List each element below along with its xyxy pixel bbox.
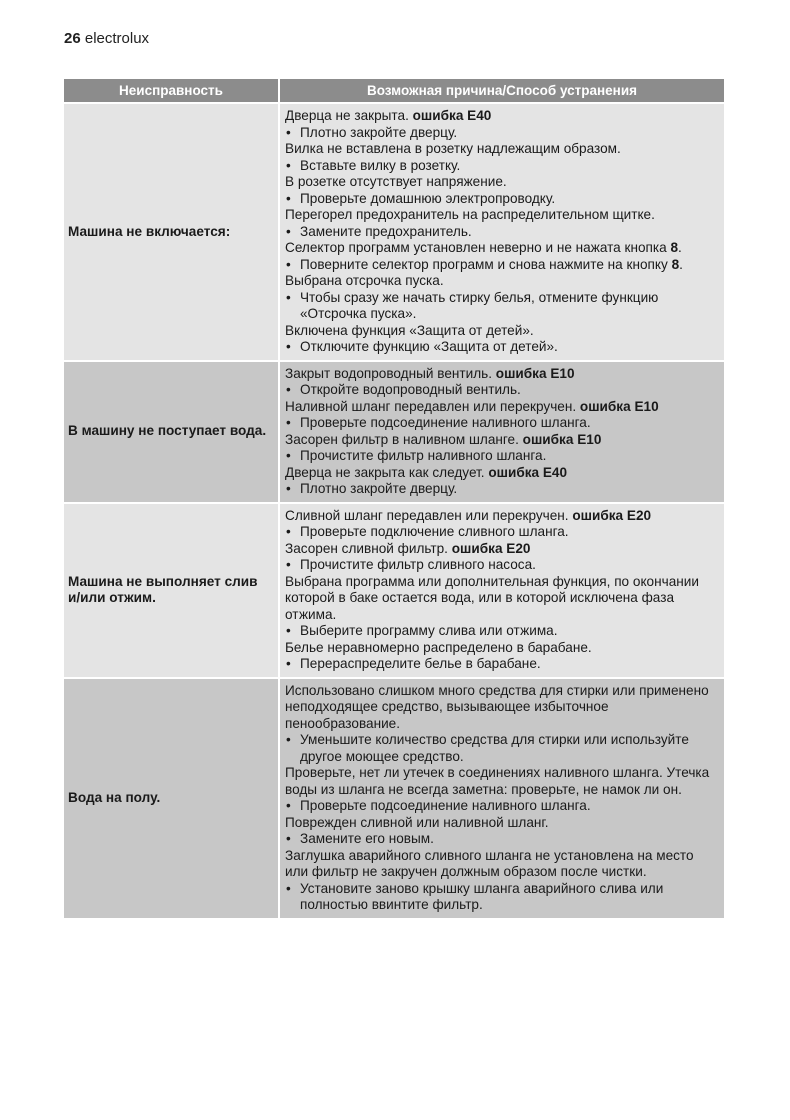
- line-text: Включена функция «Защита от детей».: [285, 322, 534, 338]
- remedy-item: [285, 158, 718, 175]
- line-text: Проверьте подключение сливного шланга.: [300, 524, 569, 539]
- remedy-item: [285, 798, 718, 815]
- cause-item: [285, 848, 718, 881]
- error-code: ошибка E20: [572, 507, 652, 523]
- line-text: Дверца не закрыта.: [285, 108, 413, 123]
- table-row: [64, 503, 724, 678]
- line-text: Прочистите фильтр наливного шланга.: [300, 448, 547, 463]
- line-text-end: .: [678, 240, 682, 255]
- cause-item: [285, 207, 718, 224]
- cause-item: [285, 465, 718, 482]
- error-code: ошибка E40: [412, 108, 492, 123]
- line-text: Проверьте, нет ли утечек в соединениях наливного шланга. Утечка воды из шланга не всегда заметна: проверьте, не намок ли он.: [285, 765, 710, 797]
- line-text: Сливной шланг передавлен или перекручен.: [285, 507, 573, 523]
- error-code: ошибка E10: [579, 398, 659, 414]
- cause-item: [285, 541, 718, 558]
- cause-item: [285, 640, 718, 657]
- cause-item: [285, 108, 718, 125]
- table-row: [64, 361, 724, 503]
- column-header-cause: Возможная причина/Способ устранения: [279, 79, 724, 103]
- line-text: Установите заново крышку шланга аварийного слива или полностью ввинтите фильтр.: [300, 880, 664, 912]
- line-text: Откройте водопроводный вентиль.: [300, 382, 521, 397]
- line-text: Закрыт водопроводный вентиль.: [285, 365, 496, 381]
- line-text: Засорен сливной фильтр.: [285, 540, 452, 556]
- line-text: Вилка не вставлена в розетку надлежащим образом.: [285, 141, 621, 156]
- line-text-end: .: [679, 256, 683, 272]
- remedy-item: [285, 732, 718, 765]
- remedy-item: [285, 831, 718, 848]
- cause-item: [285, 141, 718, 158]
- remedy-item: [285, 191, 718, 208]
- cause-item: [285, 273, 718, 290]
- line-text: Выбрана программа или дополнительная функция, по окончании которой в баке остается вода, или в которой исключена фаза отжима.: [285, 573, 699, 622]
- cause-cell: [279, 103, 724, 361]
- remedy-item: [285, 481, 718, 498]
- line-text: Проверьте подсоединение наливного шланга.: [300, 415, 591, 430]
- error-code: 8: [671, 256, 680, 272]
- error-code: ошибка E20: [451, 540, 531, 556]
- line-text: Уменьшите количество средства для стирки или используйте другое моющее средство.: [300, 732, 689, 764]
- cause-item: [285, 765, 718, 798]
- remedy-item: [285, 881, 718, 914]
- remedy-item: [285, 448, 718, 465]
- line-text: Проверьте подсоединение наливного шланга.: [300, 798, 591, 813]
- cause-item: [285, 508, 718, 525]
- error-code: ошибка E40: [488, 464, 568, 480]
- line-text: Прочистите фильтр сливного насоса.: [300, 557, 536, 572]
- remedy-item: [285, 557, 718, 574]
- line-text: Перегорел предохранитель на распределительном щитке.: [285, 207, 655, 222]
- cause-cell: [279, 503, 724, 678]
- line-text: Плотно закройте дверцу.: [300, 124, 458, 140]
- remedy-item: [285, 656, 718, 673]
- remedy-item: [285, 339, 718, 356]
- error-code: 8: [670, 240, 679, 255]
- remedy-item: [285, 224, 718, 241]
- cause-item: [285, 574, 718, 624]
- problem-cell: Вода на полу.: [64, 678, 279, 918]
- line-text: Поврежден сливной или наливной шланг.: [285, 814, 549, 830]
- remedy-item: [285, 382, 718, 399]
- line-text: Засорен фильтр в наливном шланге.: [285, 431, 523, 447]
- cause-item: [285, 683, 718, 733]
- remedy-item: [285, 415, 718, 432]
- cause-item: [285, 815, 718, 832]
- table-row: [64, 103, 724, 361]
- line-text: Поверните селектор программ и снова нажмите на кнопку: [300, 256, 672, 272]
- line-text: Отключите функцию «Защита от детей».: [300, 339, 558, 354]
- cause-item: [285, 366, 718, 383]
- line-text: Наливной шланг передавлен или перекручен.: [285, 398, 580, 414]
- error-code: ошибка E10: [522, 431, 602, 447]
- remedy-item: [285, 524, 718, 541]
- line-text: Перераспределите белье в барабане.: [300, 656, 541, 671]
- remedy-item: [285, 290, 718, 323]
- line-text: Чтобы сразу же начать стирку белья, отмените функцию «Отсрочка пуска».: [300, 289, 659, 321]
- cause-cell: [279, 361, 724, 503]
- line-text: Заглушка аварийного сливного шланга не установлена на место или фильтр не закручен должным образом после чистки.: [285, 847, 694, 879]
- problem-cell: В машину не поступает вода.: [64, 361, 279, 503]
- remedy-item: [285, 125, 718, 142]
- column-header-problem: Неисправность: [64, 79, 279, 103]
- cause-item: [285, 432, 718, 449]
- cause-item: [285, 323, 718, 340]
- cause-cell: [279, 678, 724, 918]
- line-text: Выберите программу слива или отжима.: [300, 623, 558, 638]
- cause-item: [285, 174, 718, 191]
- table-body: [64, 103, 724, 918]
- line-text: Замените его новым.: [300, 831, 434, 846]
- table-header-row: [64, 79, 724, 103]
- line-text: Дверца не закрыта как следует.: [285, 464, 489, 480]
- error-code: ошибка E10: [495, 365, 575, 381]
- cause-item: [285, 399, 718, 416]
- page-header: [64, 30, 149, 47]
- line-text: Проверьте домашнюю электропроводку.: [300, 190, 556, 206]
- line-text: Плотно закройте дверцу.: [300, 481, 458, 496]
- remedy-item: [285, 257, 718, 274]
- problem-cell: Машина не выполняет слив и/или отжим.: [64, 503, 279, 678]
- page-number: 26: [64, 30, 81, 47]
- line-text: В розетке отсутствует напряжение.: [285, 174, 507, 189]
- cause-item: [285, 240, 718, 257]
- brand-name: electrolux: [84, 30, 150, 47]
- line-text: Селектор программ установлен неверно и не нажата кнопка: [285, 240, 671, 255]
- remedy-item: [285, 623, 718, 640]
- line-text: Белье неравномерно распределено в барабане.: [285, 639, 592, 655]
- line-text: Выбрана отсрочка пуска.: [285, 273, 444, 288]
- table-row: [64, 678, 724, 918]
- line-text: Вставьте вилку в розетку.: [300, 157, 461, 173]
- problem-cell: Машина не включается:: [64, 103, 279, 361]
- line-text: Замените предохранитель.: [300, 223, 472, 239]
- line-text: Использовано слишком много средства для стирки или применено неподходящее средство, вызывающее избыточное пенообразование.: [285, 682, 709, 731]
- troubleshooting-table: [64, 79, 724, 918]
